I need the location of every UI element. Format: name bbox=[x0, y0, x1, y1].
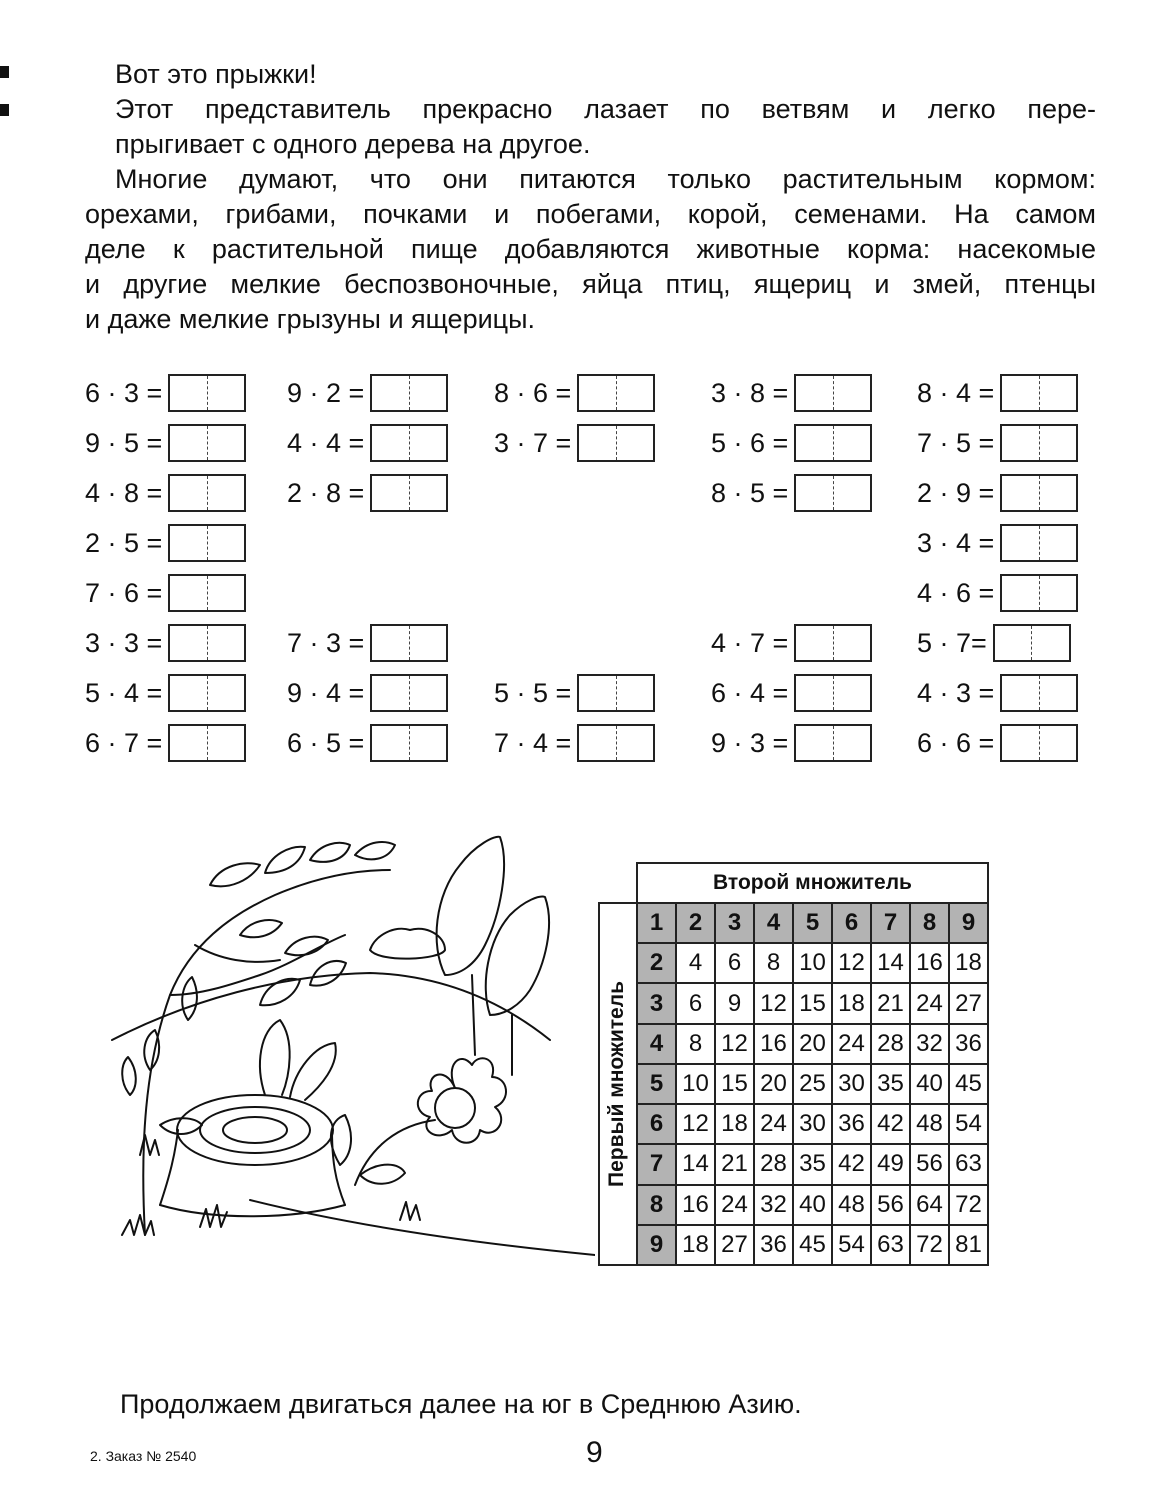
table-cell: 24 bbox=[910, 983, 949, 1023]
header-cell: 5 bbox=[793, 903, 832, 943]
table-cell: 28 bbox=[871, 1024, 910, 1064]
exercise: 6 · 4 = bbox=[711, 673, 872, 713]
exercise: 3 · 3 = bbox=[85, 623, 246, 663]
ground bbox=[250, 1200, 595, 1255]
stump-side bbox=[160, 1130, 345, 1205]
answer-box[interactable] bbox=[168, 724, 246, 762]
row-header-cell: 4 bbox=[637, 1024, 676, 1064]
table-cell: 16 bbox=[754, 1024, 793, 1064]
row-header-cell: 7 bbox=[637, 1144, 676, 1184]
table-cell: 63 bbox=[949, 1144, 988, 1184]
table-cell: 12 bbox=[832, 943, 871, 983]
table-cell: 15 bbox=[715, 1064, 754, 1104]
table-cell: 72 bbox=[949, 1185, 988, 1225]
exercise: 6 · 7 = bbox=[85, 723, 246, 763]
table-cell: 42 bbox=[871, 1104, 910, 1144]
table-row bbox=[599, 1024, 988, 1064]
table-row bbox=[599, 1225, 988, 1265]
table-cell: 32 bbox=[754, 1185, 793, 1225]
answer-box[interactable] bbox=[1000, 374, 1078, 412]
table-cell: 40 bbox=[910, 1064, 949, 1104]
exercise: 9 · 3 = bbox=[711, 723, 872, 763]
rabbit-ear bbox=[260, 1020, 290, 1095]
flower-leaf bbox=[360, 1165, 405, 1184]
table-cell: 35 bbox=[871, 1064, 910, 1104]
table-cell: 20 bbox=[754, 1064, 793, 1104]
row-header-cell: 2 bbox=[637, 943, 676, 983]
answer-box[interactable] bbox=[794, 474, 872, 512]
leaf bbox=[182, 977, 197, 1020]
answer-box[interactable] bbox=[794, 724, 872, 762]
answer-box[interactable] bbox=[1000, 524, 1078, 562]
table-cell: 16 bbox=[910, 943, 949, 983]
table-cell: 36 bbox=[754, 1225, 793, 1265]
exercise: 2 · 8 = bbox=[287, 473, 448, 513]
intro-heading: Вот это прыжки! bbox=[115, 59, 317, 89]
table-cell: 18 bbox=[676, 1225, 715, 1265]
table-cell: 48 bbox=[910, 1104, 949, 1144]
table-row bbox=[599, 983, 988, 1023]
table-cell: 49 bbox=[871, 1144, 910, 1184]
table-row bbox=[599, 1185, 988, 1225]
illustration bbox=[100, 825, 595, 1270]
answer-box[interactable] bbox=[993, 624, 1071, 662]
answer-box[interactable] bbox=[370, 424, 448, 462]
branch bbox=[195, 945, 280, 962]
table-cell: 12 bbox=[676, 1104, 715, 1144]
answer-box[interactable] bbox=[577, 674, 655, 712]
table-cell: 24 bbox=[754, 1104, 793, 1144]
table-cell: 10 bbox=[793, 943, 832, 983]
intro-paragraph-3: Многие думают, что они питаются только растительным кормом: орехами, грибами, почками и побегами, корой, семенами. На самом деле к растительной пище добавляются животные корма: насекомые и другие мелкие беспозвоночные, яйца птиц, ящериц и змей, птенцы и даже мелкие грызуны и ящерицы. bbox=[85, 164, 1096, 334]
table-cell: 54 bbox=[832, 1225, 871, 1265]
tree bbox=[437, 837, 504, 975]
answer-box[interactable] bbox=[370, 674, 448, 712]
table-cell: 8 bbox=[676, 1024, 715, 1064]
answer-box[interactable] bbox=[370, 374, 448, 412]
exercise: 8 · 4 = bbox=[917, 373, 1078, 413]
row-header-cell: 3 bbox=[637, 983, 676, 1023]
leaf bbox=[310, 961, 346, 986]
leaf bbox=[122, 1057, 136, 1095]
exercise: 6 · 3 = bbox=[85, 373, 246, 413]
table-side-label: Первый множитель bbox=[599, 903, 637, 1265]
exercise: 4 · 7 = bbox=[711, 623, 872, 663]
table-cell: 9 bbox=[715, 983, 754, 1023]
header-cell: 9 bbox=[949, 903, 988, 943]
table-cell: 6 bbox=[676, 983, 715, 1023]
table-cell: 15 bbox=[793, 983, 832, 1023]
table-cell: 48 bbox=[832, 1185, 871, 1225]
table-cell: 64 bbox=[910, 1185, 949, 1225]
answer-box[interactable] bbox=[794, 374, 872, 412]
grass bbox=[122, 1215, 154, 1235]
leaf bbox=[210, 863, 260, 886]
leaf bbox=[310, 843, 350, 862]
table-cell: 14 bbox=[676, 1144, 715, 1184]
table-cell: 24 bbox=[832, 1024, 871, 1064]
table-cell: 18 bbox=[832, 983, 871, 1023]
table-cell: 56 bbox=[910, 1144, 949, 1184]
exercise: 4 · 4 = bbox=[287, 423, 448, 463]
table-cell: 81 bbox=[949, 1225, 988, 1265]
exercise: 7 · 6 = bbox=[85, 573, 246, 613]
exercise: 2 · 5 = bbox=[85, 523, 246, 563]
margin-marker bbox=[0, 104, 9, 116]
answer-box[interactable] bbox=[794, 424, 872, 462]
header-cell: 1 bbox=[637, 903, 676, 943]
table-cell: 21 bbox=[871, 983, 910, 1023]
table-cell: 24 bbox=[715, 1185, 754, 1225]
exercise: 6 · 6 = bbox=[917, 723, 1078, 763]
exercise: 6 · 5 = bbox=[287, 723, 448, 763]
answer-box[interactable] bbox=[168, 424, 246, 462]
table-cell: 30 bbox=[832, 1064, 871, 1104]
header-cell: 6 bbox=[832, 903, 871, 943]
flower-petals bbox=[418, 1058, 506, 1143]
answer-box[interactable] bbox=[577, 424, 655, 462]
exercise: 5 · 7= bbox=[917, 623, 1071, 663]
exercise: 4 · 3 = bbox=[917, 673, 1078, 713]
table-cell: 56 bbox=[871, 1185, 910, 1225]
margin-marker bbox=[0, 66, 9, 78]
row-header-cell: 6 bbox=[637, 1104, 676, 1144]
exercise: 9 · 2 = bbox=[287, 373, 448, 413]
exercise: 8 · 5 = bbox=[711, 473, 872, 513]
answer-box[interactable] bbox=[1000, 724, 1078, 762]
row-header-cell: 9 bbox=[637, 1225, 676, 1265]
leaf bbox=[285, 937, 328, 956]
header-cell: 8 bbox=[910, 903, 949, 943]
table-cell: 28 bbox=[754, 1144, 793, 1184]
answer-box[interactable] bbox=[577, 724, 655, 762]
order-note: 2. Заказ № 2540 bbox=[90, 1448, 197, 1464]
header-cell: 7 bbox=[871, 903, 910, 943]
exercise: 2 · 9 = bbox=[917, 473, 1078, 513]
branch bbox=[143, 870, 390, 1235]
flower-center bbox=[435, 1088, 475, 1128]
table-cell: 36 bbox=[949, 1024, 988, 1064]
table-cell: 16 bbox=[676, 1185, 715, 1225]
table-cell: 12 bbox=[754, 983, 793, 1023]
table-row bbox=[599, 943, 988, 983]
table-cell: 36 bbox=[832, 1104, 871, 1144]
answer-box[interactable] bbox=[794, 624, 872, 662]
table-cell: 27 bbox=[715, 1225, 754, 1265]
row-header-cell: 5 bbox=[637, 1064, 676, 1104]
table-cell: 14 bbox=[871, 943, 910, 983]
header-cell: 2 bbox=[676, 903, 715, 943]
rabbit-ear bbox=[290, 1043, 336, 1100]
answer-box[interactable] bbox=[1000, 424, 1078, 462]
answer-box[interactable] bbox=[370, 474, 448, 512]
table-cell: 45 bbox=[793, 1225, 832, 1265]
table-cell: 45 bbox=[949, 1064, 988, 1104]
table-cell: 8 bbox=[754, 943, 793, 983]
exercise: 5 · 4 = bbox=[85, 673, 246, 713]
table-cell: 30 bbox=[793, 1104, 832, 1144]
table-cell: 42 bbox=[832, 1144, 871, 1184]
table-cell: 72 bbox=[910, 1225, 949, 1265]
answer-box[interactable] bbox=[168, 674, 246, 712]
table-row bbox=[599, 1104, 988, 1144]
multiplication-table bbox=[598, 862, 989, 1266]
table-cell: 20 bbox=[793, 1024, 832, 1064]
header-cell: 3 bbox=[715, 903, 754, 943]
answer-box[interactable] bbox=[577, 374, 655, 412]
answer-box[interactable] bbox=[794, 674, 872, 712]
row-header-cell: 8 bbox=[637, 1185, 676, 1225]
leaf bbox=[265, 847, 305, 873]
exercise: 3 · 8 = bbox=[711, 373, 872, 413]
answer-box[interactable] bbox=[168, 374, 246, 412]
tree bbox=[486, 897, 549, 1015]
table-cell: 54 bbox=[949, 1104, 988, 1144]
table-row bbox=[599, 1144, 988, 1184]
exercise: 8 · 6 = bbox=[494, 373, 655, 413]
table-corner bbox=[599, 863, 637, 903]
answer-box[interactable] bbox=[370, 624, 448, 662]
exercise: 9 · 5 = bbox=[85, 423, 246, 463]
exercise: 3 · 4 = bbox=[917, 523, 1078, 563]
table-cell: 27 bbox=[949, 983, 988, 1023]
table-title: Второй множитель bbox=[637, 863, 988, 903]
table-cell: 4 bbox=[676, 943, 715, 983]
answer-box[interactable] bbox=[168, 574, 246, 612]
table-cell: 40 bbox=[793, 1185, 832, 1225]
answer-box[interactable] bbox=[1000, 474, 1078, 512]
leaf bbox=[240, 920, 282, 937]
table-cell: 10 bbox=[676, 1064, 715, 1104]
table-cell: 18 bbox=[715, 1104, 754, 1144]
stump-ring bbox=[200, 1107, 310, 1153]
intro-paragraph-2: Этот представитель прекрасно лазает по ветвям и легко пере- прыгивает с одного дерева на другое. bbox=[115, 94, 1096, 159]
exercise: 5 · 5 = bbox=[494, 673, 655, 713]
stump-ring bbox=[223, 1117, 287, 1143]
answer-box[interactable] bbox=[168, 624, 246, 662]
table-cell: 21 bbox=[715, 1144, 754, 1184]
leaf bbox=[160, 1118, 202, 1134]
answer-box[interactable] bbox=[168, 474, 246, 512]
exercise: 4 · 8 = bbox=[85, 473, 246, 513]
table-cell: 12 bbox=[715, 1024, 754, 1064]
exercise: 4 · 6 = bbox=[917, 573, 1078, 613]
page-number: 9 bbox=[586, 1436, 603, 1469]
table-row bbox=[599, 1064, 988, 1104]
exercise: 3 · 7 = bbox=[494, 423, 655, 463]
exercise: 7 · 4 = bbox=[494, 723, 655, 763]
table-cell: 32 bbox=[910, 1024, 949, 1064]
leaf bbox=[355, 842, 395, 859]
tree-trunk bbox=[472, 975, 475, 1055]
answer-box[interactable] bbox=[1000, 674, 1078, 712]
exercise: 7 · 3 = bbox=[287, 623, 448, 663]
grass bbox=[400, 1202, 420, 1220]
closing-sentence: Продолжаем двигаться далее на юг в Среднюю Азию. bbox=[120, 1389, 802, 1419]
table-cell: 63 bbox=[871, 1225, 910, 1265]
exercise: 7 · 5 = bbox=[917, 423, 1078, 463]
table-cell: 25 bbox=[793, 1064, 832, 1104]
flower-stem bbox=[355, 1120, 435, 1185]
answer-box[interactable] bbox=[1000, 574, 1078, 612]
table-cell: 35 bbox=[793, 1144, 832, 1184]
table-cell: 18 bbox=[949, 943, 988, 983]
exercise: 5 · 6 = bbox=[711, 423, 872, 463]
answer-box[interactable] bbox=[168, 524, 246, 562]
header-cell: 4 bbox=[754, 903, 793, 943]
hill bbox=[112, 973, 550, 1040]
answer-box[interactable] bbox=[370, 724, 448, 762]
table-cell: 6 bbox=[715, 943, 754, 983]
exercise: 9 · 4 = bbox=[287, 673, 448, 713]
bush bbox=[370, 929, 445, 959]
